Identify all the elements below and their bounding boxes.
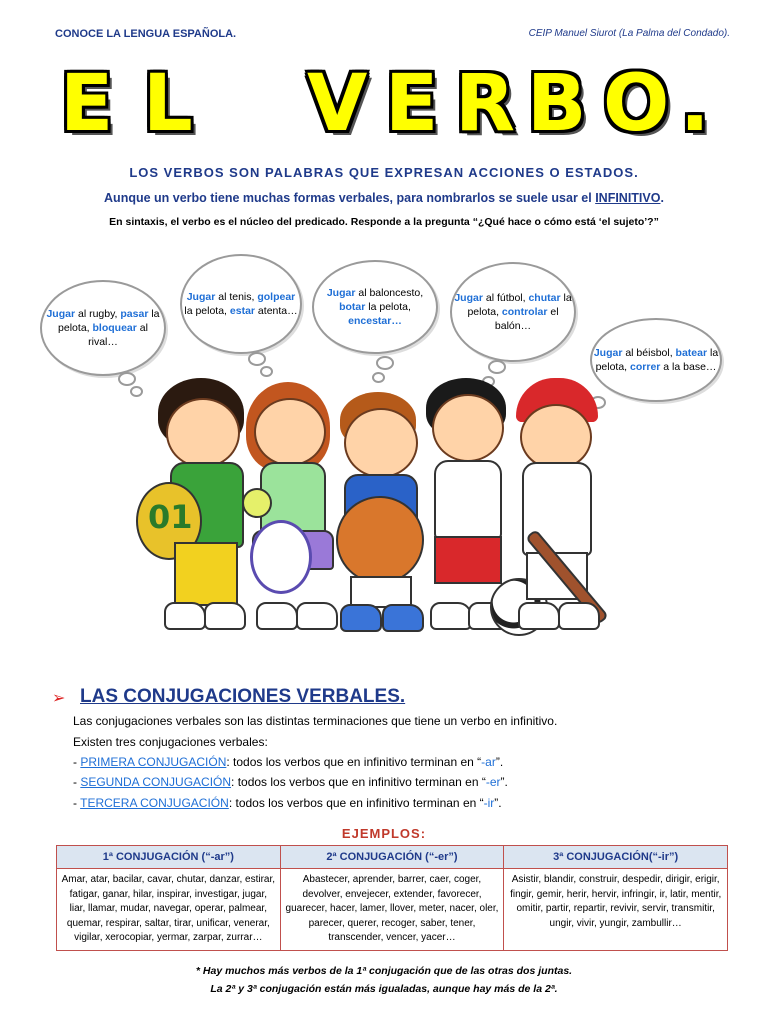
thought-cloud-rugby bbox=[40, 280, 166, 376]
intro-infinitive-text: Aunque un verbo tiene muchas formas verbales, para nombrarlos se suele usar el bbox=[104, 191, 596, 205]
kid-head bbox=[344, 408, 418, 478]
cloud-text bbox=[42, 307, 164, 349]
title-letter: E bbox=[60, 59, 114, 149]
conjugation-suffix: -ir bbox=[483, 796, 495, 810]
examples-label-text: EJEMPLOS bbox=[341, 826, 421, 841]
verb-word: Jugar bbox=[186, 291, 216, 303]
cloud-word: al rugby, bbox=[75, 308, 121, 320]
verb-word: botar bbox=[339, 301, 366, 313]
conjugation-item bbox=[73, 755, 503, 769]
cloud-puff bbox=[248, 352, 266, 366]
conjugation-end: ”. bbox=[495, 755, 504, 769]
infinitivo-word: INFINITIVO bbox=[595, 191, 661, 205]
kid-shoe bbox=[340, 604, 382, 632]
kid-shoe bbox=[256, 602, 298, 630]
title-letter: R bbox=[455, 59, 516, 149]
thought-cloud-tenis bbox=[180, 254, 302, 354]
cloud-word: al tenis, bbox=[215, 291, 258, 303]
table-header: 1ª CONJUGACIÓN (“-ar”) bbox=[57, 846, 281, 869]
conjugation-item bbox=[73, 796, 502, 810]
title-letter: L bbox=[143, 59, 193, 149]
kid-pants bbox=[174, 542, 238, 606]
kid-shoe bbox=[558, 602, 600, 630]
table-header: 3ª CONJUGACIÓN(“-ir”) bbox=[504, 846, 728, 869]
table-header-row bbox=[57, 846, 728, 869]
conjugation-name: PRIMERA CONJUGACIÓN bbox=[80, 755, 227, 769]
conjugation-name: SEGUNDA CONJUGACIÓN bbox=[80, 775, 232, 789]
footnote: * Hay muchos más verbos de la 1ª conjugación que de las otras dos juntas. bbox=[195, 965, 573, 977]
table-cell: Abastecer, aprender, barrer, caer, coger, devolver, envejecer, extender, favorecer, guarecer, hacer, lamer, llover, meter, nacer, oler, parecer, querer, recoger, saber, tener, transcender, vencer, yacer… bbox=[280, 869, 504, 951]
cloud-word: la pelota, bbox=[184, 305, 230, 317]
conjugation-text: : todos los verbos que en infinitivo terminan en “ bbox=[228, 796, 484, 810]
verb-word: encestar… bbox=[348, 315, 402, 327]
kid-shoe bbox=[430, 602, 472, 630]
conjugation-item bbox=[73, 775, 508, 789]
conjugation-end: ”. bbox=[500, 775, 508, 789]
cloud-word: al rival… bbox=[88, 322, 148, 348]
intro-syntax: En sintaxis, el verbo es el núcleo del predicado. Responde a la pregunta “¿Qué hace o cómo está ‘el sujeto’?” bbox=[109, 216, 659, 228]
verb-word: batear bbox=[675, 347, 708, 359]
basketball bbox=[336, 496, 424, 584]
kid-head bbox=[166, 398, 240, 468]
verb-word: golpear bbox=[257, 291, 296, 303]
table-cell: Asistir, blandir, construir, despedir, dirigir, erigir, fingir, gemir, herir, hervir, infringir, ir, latir, mentir, omitir, partir, repartir, revivir, servir, transmitir, ungir, vivir, yungir, zambullir… bbox=[504, 869, 728, 951]
section-paragraph: Las conjugaciones verbales son las distintas terminaciones que tiene un verbo en infinitivo. bbox=[73, 714, 558, 728]
cloud-word: al fútbol, bbox=[482, 292, 529, 304]
cloud-puff bbox=[376, 356, 394, 370]
cloud-text bbox=[452, 291, 574, 333]
cloud-word: al béisbol, bbox=[622, 347, 676, 359]
thought-cloud-baloncesto bbox=[312, 260, 438, 354]
bullet-arrow-icon: ➢ bbox=[52, 690, 66, 707]
table-cell: Amar, atar, bacilar, cavar, chutar, danzar, estirar, fatigar, ganar, hilar, inspirar, investigar, jugar, liar, llamar, mudar, navegar, operar, palmear, quemar, respirar, saltar, tirar, unificar, venerar, vigilar, xerocopiar, yermar, zarpar, zurrar… bbox=[57, 869, 281, 951]
verb-word: pasar bbox=[120, 308, 149, 320]
intro-infinitive-end: . bbox=[660, 191, 664, 205]
jersey-number: 01 bbox=[148, 498, 193, 536]
table-header: 2ª CONJUGACIÓN (“-er”) bbox=[280, 846, 504, 869]
kid-shoe bbox=[204, 602, 246, 630]
conjugation-text: : todos los verbos que en infinitivo terminan en “ bbox=[231, 775, 486, 789]
tennis-ball bbox=[242, 488, 272, 518]
table-row bbox=[57, 869, 728, 951]
verb-word: estar bbox=[229, 305, 256, 317]
conjugation-suffix: -ar bbox=[481, 755, 496, 769]
tennis-racket bbox=[250, 520, 312, 594]
cloud-word: la pelota, bbox=[365, 301, 411, 313]
title-letter: E bbox=[385, 59, 439, 149]
cloud-word: atenta… bbox=[255, 305, 298, 317]
verb-word: Jugar bbox=[326, 287, 356, 299]
title-letter: V bbox=[307, 59, 368, 149]
kid-shirt bbox=[434, 460, 502, 540]
cloud-word: a la base… bbox=[660, 361, 717, 373]
list-dash: - bbox=[73, 755, 81, 769]
verb-word: bloquear bbox=[92, 322, 137, 334]
page-title bbox=[55, 58, 735, 150]
title-letter: O bbox=[603, 59, 670, 149]
footnote: La 2ª y 3ª conjugación están más igualadas, aunque hay más de la 2ª. bbox=[210, 983, 558, 995]
cloud-word: al baloncesto, bbox=[355, 287, 424, 299]
kid-head bbox=[254, 398, 326, 466]
verb-word: Jugar bbox=[593, 347, 623, 359]
conjugation-end: ”. bbox=[494, 796, 502, 810]
intro-definition: LOS VERBOS SON PALABRAS QUE EXPRESAN ACCIONES O ESTADOS. bbox=[129, 165, 639, 180]
verb-word: correr bbox=[630, 361, 661, 373]
kid-pants bbox=[434, 536, 502, 584]
cloud-word: la pelota, bbox=[58, 308, 160, 334]
intro-infinitive bbox=[40, 191, 728, 205]
cloud-text bbox=[314, 286, 436, 328]
kid-shoe bbox=[518, 602, 560, 630]
conjugation-text: : todos los verbos que en infinitivo terminan en “ bbox=[226, 755, 482, 769]
title-letter: B bbox=[527, 59, 587, 149]
conjugation-name: TERCERA CONJUGACIÓN bbox=[80, 796, 229, 810]
kid-shoe bbox=[164, 602, 206, 630]
verb-word: Jugar bbox=[454, 292, 483, 304]
examples-table bbox=[56, 845, 728, 951]
kid-shoe bbox=[296, 602, 338, 630]
conjugation-suffix: -er bbox=[485, 775, 501, 789]
cloud-text bbox=[182, 290, 300, 318]
header-left: CONOCE LA LENGUA ESPAÑOLA. bbox=[55, 28, 237, 40]
cloud-word: el balón… bbox=[494, 306, 559, 332]
examples-colon: : bbox=[420, 826, 427, 841]
kid-shoe bbox=[382, 604, 424, 632]
list-dash: - bbox=[73, 796, 81, 810]
section-title: LAS CONJUGACIONES VERBALES. bbox=[80, 686, 406, 707]
cloud-word: la pelota, bbox=[467, 292, 572, 318]
list-dash: - bbox=[73, 775, 81, 789]
section-paragraph: Existen tres conjugaciones verbales: bbox=[73, 735, 268, 749]
kid-head bbox=[520, 404, 592, 470]
kids-illustration bbox=[130, 370, 630, 660]
verb-word: Jugar bbox=[46, 308, 76, 320]
thought-cloud-futbol bbox=[450, 262, 576, 362]
cloud-word: la pelota, bbox=[595, 347, 719, 373]
kid-head bbox=[432, 394, 504, 462]
examples-label bbox=[0, 826, 768, 841]
verb-word: chutar bbox=[528, 292, 561, 304]
verb-word: controlar bbox=[501, 306, 548, 318]
title-letter: . bbox=[680, 59, 710, 149]
header-right: CEIP Manuel Siurot (La Palma del Condado). bbox=[528, 28, 730, 39]
